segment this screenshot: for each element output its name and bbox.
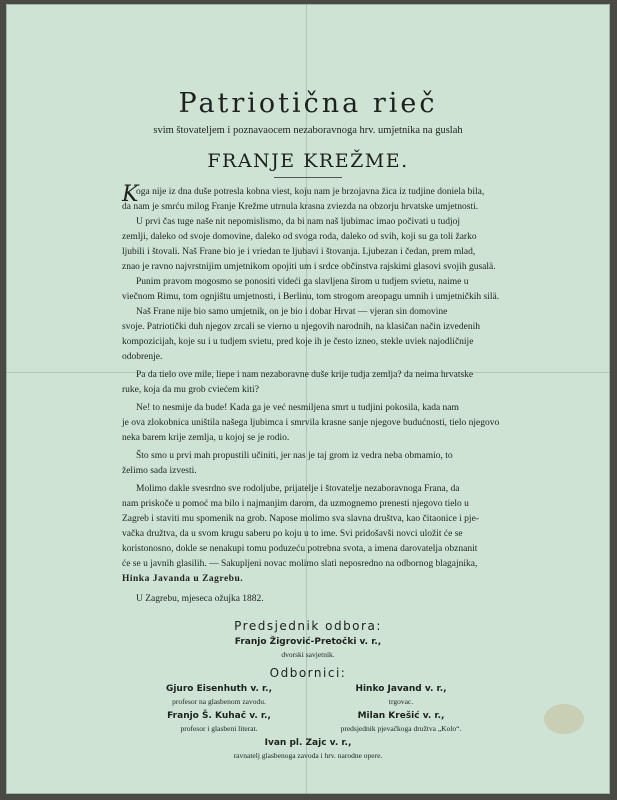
chair-name: Franjo Žigrović-Pretočki v. r., bbox=[234, 637, 382, 647]
member-role: trgovac. bbox=[388, 697, 414, 706]
title-rule bbox=[274, 177, 342, 178]
body-line: odobrenje. bbox=[122, 352, 163, 362]
body-line: ljubili i štovali. Naš Frane bio je i vriedan te ljubavi i štovanja. Ljubezan i čedan, prem mlad, bbox=[122, 247, 476, 257]
body-line: da nam je smrću milog Franje Krežme utrnula krasna zviezda na obzorju hrvatske umjetnosti. bbox=[122, 202, 479, 212]
member-role: profesor na glasbenom zavodu. bbox=[172, 697, 266, 706]
body-line: Što smo u prvi mah propustili učiniti, jer nas je taj grom iz vedra neba obmamio, to bbox=[136, 451, 453, 461]
member-name: Franjo Š. Kuhač v. r., bbox=[167, 711, 271, 721]
printed-text bbox=[6, 4, 610, 794]
body-line: Molimo dakle svesrdno sve rodoljube, prijatelje i štovatelje nezaboravnoga Frana, da bbox=[136, 484, 460, 494]
body-line: koristonosno, dokle se nenakupi tomu poduzeću potrebna svota, a imena darovatelja obznanit bbox=[122, 544, 478, 554]
member-name: Hinko Javand v. r., bbox=[355, 684, 447, 694]
member-role: profesor i glasbeni literat. bbox=[180, 724, 258, 733]
body-line: ruke, koja da mu grob cviećem kiti? bbox=[122, 385, 259, 395]
body-line: želimo sada izvesti. bbox=[122, 466, 197, 476]
body-line: Hinka Javanda u Zagrebu. bbox=[122, 574, 244, 584]
document-title: Patriotična rieč bbox=[178, 88, 438, 119]
body-line: vačka družtva, da u svom krugu saberu po koju u to ime. Svi pridošavši novci uložit će se bbox=[122, 529, 463, 539]
body-line: Punim pravom mogosmo se ponositi videći ga slavljena širom u tudjem svietu, naime u bbox=[136, 277, 469, 287]
chair-heading: Predsjednik odbora: bbox=[234, 619, 382, 633]
honoree-name: FRANJE KREŽME. bbox=[207, 150, 409, 172]
member-name: Ivan pl. Zajc v. r., bbox=[264, 738, 352, 748]
dateline: U Zagrebu, mjeseca ožujka 1882. bbox=[136, 594, 264, 604]
drop-cap: K bbox=[122, 182, 139, 207]
member-name: Milan Krešić v. r., bbox=[357, 711, 445, 721]
body-line: U prvi čas tuge naše nit nepomislismo, da bi nam naš ljubimac imao počivati u tudjoj bbox=[136, 217, 460, 227]
body-line: kompozicijah, koje su i u tudjem svietu, pred koje ih je često izneo, stekle uviek najodličnije bbox=[122, 337, 474, 347]
member-role: predsjednik pjevačkoga družtva „Kolo“. bbox=[340, 724, 462, 733]
document-subtitle: svim štovateljem i poznavaocem nezaboravnoga hrv. umjetnika na guslah bbox=[153, 125, 463, 136]
body-line: Zagreb i staviti mu spomenik na grob. Napose molimo sva slavna društva, kao čitaonice i pje- bbox=[122, 514, 479, 524]
body-line: Ne! to nesmije da bude! Kada ga je već nesmiljena smrt u tudjini pokosila, kada nam bbox=[136, 403, 459, 413]
body-line: svoje. Patriotički duh njegov zrcali se vierno u njegovih narodnih, na klasičan način izvedenih bbox=[122, 322, 480, 332]
body-line: nam priskoče u pomoć ma bilo i najmanjim darom, da uzmognemo prenesti njegovo tielo u bbox=[122, 499, 469, 509]
body-line: će se u javnih glasilih. — Sakupljeni novac molimo slati neposredno na odbornog blagajnika, bbox=[122, 559, 478, 569]
paper-sheet bbox=[6, 4, 610, 794]
body-line: je ova zlokobnica uništila našega ljubimca i smrvila krasne sanje njegove budućnosti, tielo njegovo bbox=[122, 418, 500, 428]
body-line: Pa da tielo ove mile, liepe i nam nezaboravne duše krije tudja zemlja? da neima hrvatske bbox=[136, 370, 474, 380]
body-line: neka barem krije zemlja, u kojoj se je rodio. bbox=[122, 433, 290, 443]
body-line: zemlji, daleko od svoje domovine, daleko od svoga roda, daleko od svih, koji su ga toli žarko bbox=[122, 232, 477, 242]
member-role: ravnatelj glasbenoga zavoda i hrv. narodne opere. bbox=[233, 751, 383, 760]
member-name: Gjuro Eisenhuth v. r., bbox=[165, 684, 273, 694]
members-heading: Odbornici: bbox=[269, 666, 347, 680]
body-line: znao je ravno najvrstnijim umjetnikom opojiti um i srdce občinstva rajskimi glasovi svojih gusalä. bbox=[122, 262, 496, 272]
body-line: Naš Frane nije bio samo umjetnik, on je bio i dobar Hrvat — vjeran sin domovine bbox=[136, 307, 448, 317]
chair-role: dvorski savjetnik. bbox=[281, 650, 335, 659]
body-line: oga nije iz dna duše potresla kobna viest, koju nam je brzojavna žica iz tudjine doniela bila, bbox=[136, 187, 485, 197]
body-line: viečnom Rimu, tom ognjištu umjetnosti, i Berlinu, tom strogom areopagu umnih i umjetničkih silä. bbox=[122, 292, 500, 302]
